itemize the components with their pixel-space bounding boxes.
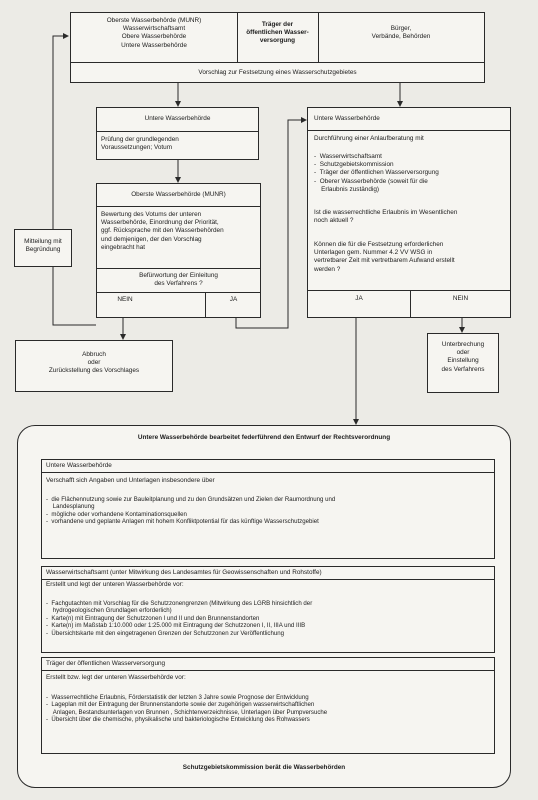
abort-line: Zurückstellung des Vorschlages	[48, 367, 140, 375]
uwb-consultation-title: Untere Wasserbehörde	[314, 115, 380, 122]
munr-no-label: NEIN	[117, 296, 133, 303]
sec2-item: - Karte(n) mit Eintragung der Schutzzonen I und II und den Brunnenstandorten	[46, 614, 260, 622]
supplier-line: Träger der	[261, 21, 294, 28]
uwb-consultation-box	[307, 107, 511, 318]
consultation-item: - Träger der öffentlichen Wasserversorgung	[314, 169, 439, 177]
q2-line: Können die für die Festsetzung erforderlichen	[314, 241, 444, 248]
munr-body-line: Wasserbehörde, Einordnung der Priorität,	[101, 219, 219, 227]
uwb-check-title: Untere Wasserbehörde	[144, 115, 211, 122]
proposal-label: Vorschlag zur Festsetzung eines Wasserschutzgebietes	[198, 69, 357, 76]
authority-line: Wasserwirtschaftsamt	[122, 25, 186, 33]
sec3-item: - Übersicht über die chemische, physikalische und bakteriologische Entwicklung des Rohwassers	[46, 716, 310, 724]
sec3-item: - Wasserrechtliche Erlaubnis, Förderstatistik der letzten 3 Jahre sowie Prognose der Entwicklung	[46, 694, 309, 701]
right-no-label: NEIN	[452, 295, 469, 302]
uwb-data-section	[41, 459, 495, 559]
sec1-item: - vorhandene und geplante Anlagen mit hohem Konfliktpotential für das künftige Wasserschutzgebiet	[46, 518, 319, 526]
interrupt-line: Unterbrechung	[441, 341, 485, 348]
supplier-line: versorgung	[259, 37, 296, 45]
munr-body-line: Bewertung des Votums der unteren	[101, 211, 202, 218]
uwb-check-line: Voraussetzungen; Votum	[101, 144, 173, 152]
supplier-section	[41, 657, 495, 754]
commission-footer: Schutzgebietskommission berät die Wasserbehörden	[182, 764, 346, 771]
sec2-title: Wasserwirtschaftsamt (unter Mitwirkung des Landesamtes für Geowissenschaften und Rohstoffe)	[46, 569, 322, 576]
q2-line: vertretbarer Zeit mit vertretbarem Aufwand erstellt	[314, 257, 455, 265]
feedback-line: Begründung	[25, 246, 61, 254]
sec2-intro: Erstellt und legt der unteren Wasserbehörde vor:	[46, 581, 184, 588]
q1-line: noch aktuell ?	[314, 217, 354, 225]
consultation-item: - Oberer Wasserbehörde (soweit für die	[314, 177, 428, 185]
q2-line: werden ?	[314, 265, 341, 273]
abort-line: oder	[87, 359, 101, 367]
sec2-item: - Übersichtskarte mit den eingetragenen Grenzen der Schutzzonen zur Veröffentlichung	[46, 629, 285, 637]
munr-body-line: und demjenigen, der den Vorschlag	[101, 235, 202, 243]
feedback-line: Mitteilung mit	[24, 238, 62, 245]
authority-line: Obere Wasserbehörde	[121, 33, 187, 41]
authority-line: Oberste Wasserbehörde (MUNR)	[106, 17, 202, 24]
right-yes-label: JA	[355, 295, 363, 302]
sec1-item: Landesplanung	[52, 503, 95, 511]
draft-regulation-title: Untere Wasserbehörde bearbeitet federführend den Entwurf der Rechtsverordnung	[137, 434, 391, 441]
sec1-intro: Verschafft sich Angaben und Unterlagen insbesondere über	[46, 477, 215, 484]
munr-box	[96, 183, 261, 318]
supplier-line: öffentlichen Wasser-	[246, 29, 309, 37]
draft-regulation-box	[17, 425, 511, 788]
sec2-item: hydrogeologischen Grundlagen erforderlich)	[52, 607, 172, 615]
sec3-intro: Erstellt bzw. legt der unteren Wasserbehörde vor:	[46, 674, 186, 681]
feedback-box	[14, 229, 72, 267]
sec1-title: Untere Wasserbehörde	[46, 462, 112, 469]
interrupt-line: des Verfahrens	[441, 365, 485, 373]
munr-yes-label: JA	[229, 296, 238, 303]
sec1-item: - mögliche oder vorhandene Kontaminationsquellen	[46, 510, 187, 518]
munr-body-line: ggf. Rücksprache mit den Wasserbehörden	[101, 227, 224, 235]
consultation-item: - Schutzgebietskommission	[314, 161, 394, 169]
interrupt-line: oder	[456, 349, 470, 357]
munr-title: Oberste Wasserbehörde (MUNR)	[131, 191, 226, 198]
munr-body-line: eingebracht hat	[101, 243, 146, 251]
abort-box	[15, 340, 173, 392]
munr-question-line: Befürwortung der Einleitung	[139, 272, 218, 279]
sec3-item: Anlagen, Bestandsunterlagen von Brunnen , Schichtenverzeichnisse, Unterlagen über Pumpversuche	[52, 708, 328, 716]
sec2-item: - Karte(n) im Maßstab 1:10.000 oder 1:25.000 mit Eintragung der Schutzzonen I, II, IIIA und IIIB	[46, 622, 306, 630]
top-initiators-box	[70, 12, 485, 83]
consultation-item: Erlaubnis zuständig)	[321, 185, 380, 193]
abort-line: Abbruch	[82, 351, 106, 358]
q2-line: Unterlagen gem. Nummer 4.2 VV WSG in	[314, 249, 433, 257]
consultation-intro: Durchführung einer Anlaufberatung mit	[314, 135, 424, 142]
wwa-section	[41, 566, 495, 653]
uwb-check-box	[96, 107, 259, 160]
citizens-line: Verbände, Behörden	[371, 33, 431, 41]
sec1-item: - die Flächennutzung sowie zur Bauleitplanung und zu den Grundsätzen und Zielen der Raumordnung und	[46, 496, 336, 503]
citizens-line: Bürger,	[390, 25, 412, 32]
consultation-item: - Wasserwirtschaftsamt	[314, 153, 382, 160]
interrupt-box	[427, 333, 499, 393]
authority-line: Untere Wasserbehörde	[121, 41, 187, 49]
sec2-item: - Fachgutachten mit Vorschlag für die Schutzzonengrenzen (Mitwirkung des LGRB hinsichtlich der	[46, 600, 313, 607]
sec3-item: - Lageplan mit der Eintragung der Brunnenstandorte sowie der zugehörigen wasserwirtschaftlichen	[46, 701, 315, 709]
interrupt-line: Einstellung	[447, 357, 479, 365]
uwb-check-line: Prüfung der grundlegenden	[101, 136, 179, 143]
sec3-title: Träger der öffentlichen Wasserversorgung	[46, 660, 166, 667]
munr-question-line: des Verfahrens ?	[154, 280, 203, 288]
q1-line: Ist die wasserrechtliche Erlaubnis im Wesentlichen	[314, 209, 458, 216]
